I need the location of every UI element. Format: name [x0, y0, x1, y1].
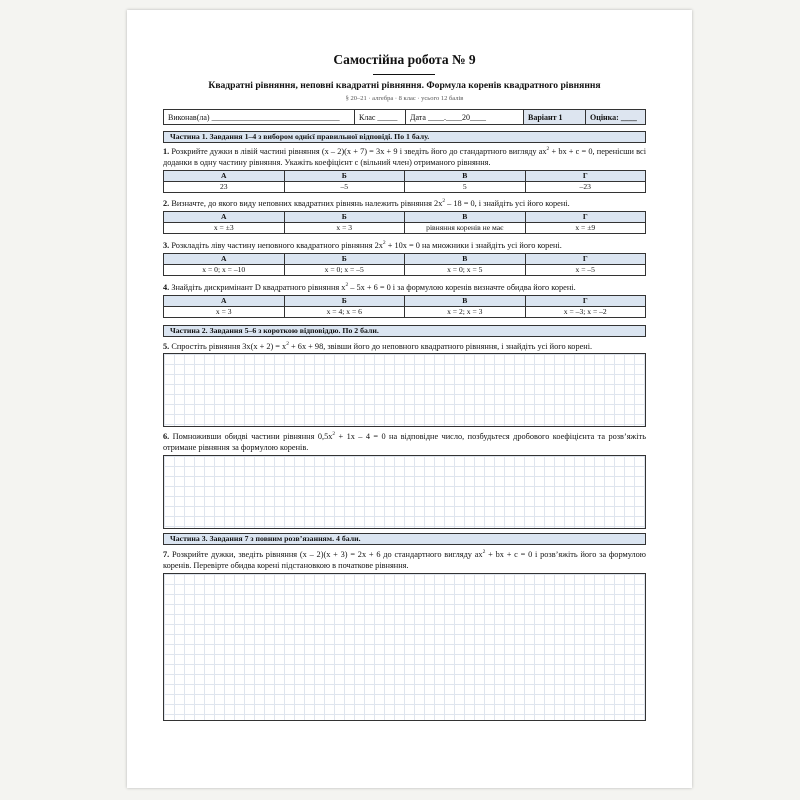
superscript: 2: [345, 282, 349, 289]
page-meta: § 20–21 · алгебра · 8 клас · усього 12 балів: [345, 95, 464, 102]
question-text: Розкрийте дужки в лівій частині рівняння (x – 2)(x + 7) = 3x + 9 і зведіть його до стандартного вигляду ax: [171, 147, 547, 156]
answer-option[interactable]: –5: [284, 182, 405, 193]
option-letter: А: [164, 171, 285, 182]
option-letter: В: [405, 296, 526, 307]
question-text: + 6x + 98, звівши його до неповного квадратного рівняння, і знайдіть усі його корені.: [288, 342, 593, 351]
answer-option[interactable]: x = ±9: [525, 223, 646, 234]
question-number: 6.: [163, 432, 170, 441]
answer-table-4: [163, 295, 646, 318]
question-1: [163, 146, 646, 168]
question-7: [163, 549, 646, 571]
option-letter: Г: [525, 171, 646, 182]
performer-field[interactable]: Виконав(ла) ________________________________: [168, 112, 340, 122]
worksheet-page: [127, 10, 692, 788]
option-letter: В: [405, 171, 526, 182]
question-number: 1.: [163, 147, 170, 156]
answer-option[interactable]: x = 3: [284, 223, 405, 234]
question-number: 7.: [163, 550, 170, 559]
option-letter: Г: [525, 254, 646, 265]
option-letter: А: [164, 254, 285, 265]
answer-table-3: [163, 253, 646, 276]
option-letter: А: [164, 212, 285, 223]
answer-option[interactable]: x = 0; x = –10: [164, 265, 285, 276]
answer-option[interactable]: 5: [405, 182, 526, 193]
option-letter: В: [405, 254, 526, 265]
option-letter: Г: [525, 296, 646, 307]
class-field[interactable]: Клас _____: [354, 110, 405, 124]
answer-grid-7[interactable]: [163, 573, 646, 721]
answer-option[interactable]: x = 0; x = –5: [284, 265, 405, 276]
answer-table-1: [163, 170, 646, 193]
answer-option[interactable]: рівняння коренів не має: [405, 223, 526, 234]
question-3: [163, 240, 646, 251]
question-text: – 5x + 6 = 0 і за формулою коренів визначте обидва його корені.: [348, 283, 576, 292]
question-number: 2.: [163, 199, 170, 208]
question-text: Знайдіть дискримінант D квадратного рівняння x: [171, 283, 346, 292]
option-letter: Б: [284, 254, 405, 265]
question-text: Визначте, до якого виду неповних квадратних рівнянь належить рівняння 2x: [171, 199, 443, 208]
page-title: Самостійна робота № 9: [333, 52, 476, 67]
superscript: 2: [332, 431, 336, 438]
question-number: 3.: [163, 241, 170, 250]
answer-table-2: [163, 211, 646, 234]
question-2: [163, 198, 646, 209]
question-text: Помноживши обидві частини рівняння 0,5x: [172, 432, 333, 441]
option-letter: Б: [284, 212, 405, 223]
question-text: + 1x – 4 = 0 на відповідне число, позбудьтеся дробового коефіцієнта та розв’яжіть отримане рівняння за формулою коренів.: [163, 432, 646, 452]
variant-label: Варіант 1: [523, 110, 585, 124]
answer-option[interactable]: x = ±3: [164, 223, 285, 234]
answer-option[interactable]: x = 2; x = 3: [405, 307, 526, 318]
question-number: 5.: [163, 342, 170, 351]
option-letter: Г: [525, 212, 646, 223]
question-text: Розкладіть ліву частину неповного квадратного рівняння 2x: [171, 241, 383, 250]
option-letter: Б: [284, 296, 405, 307]
question-5: [163, 341, 646, 352]
answer-option[interactable]: –23: [525, 182, 646, 193]
superscript: 2: [442, 198, 446, 205]
question-6: [163, 431, 646, 453]
question-text: + bx + c = 0, перенісши всі доданки в одну частину рівняння. Укажіть коефіцієнт c (вільний член) отриманого рівняння.: [163, 147, 647, 167]
superscript: 2: [286, 341, 289, 348]
question-text: Розкрийте дужки, зведіть рівняння (x – 2)(x + 3) = 2x + 6 до стандартного вигляду ax: [172, 550, 483, 559]
answer-option[interactable]: x = –5: [525, 265, 646, 276]
answer-grid-6[interactable]: [163, 455, 646, 529]
question-text: – 18 = 0, і знайдіть усі його корені.: [445, 199, 570, 208]
option-letter: Б: [284, 171, 405, 182]
question-text: Спростіть рівняння 3x(x + 2) = x: [171, 342, 287, 351]
answer-grid-5[interactable]: [163, 353, 646, 427]
answer-option[interactable]: x = 3: [164, 307, 285, 318]
page-subtitle: Квадратні рівняння, неповні квадратні рівняння. Формула коренів квадратного рівняння: [208, 80, 601, 91]
superscript: 2: [546, 146, 550, 153]
question-text: + 10x = 0 на множники і знайдіть усі його корені.: [385, 241, 562, 250]
option-letter: А: [164, 296, 285, 307]
part-3-header: Частина 3. Завдання 7 з повним розв’язанням. 4 бали.: [163, 533, 646, 545]
superscript: 2: [382, 240, 386, 247]
answer-option[interactable]: x = –3; x = –2: [525, 307, 646, 318]
question-text: + bx + c = 0 і розв’яжіть його за формулою коренів. Перевірте обидва корені підстановкою в початкове рівняння.: [163, 550, 646, 570]
answer-option[interactable]: x = 4; x = 6: [284, 307, 405, 318]
option-letter: В: [405, 212, 526, 223]
answer-option[interactable]: x = 0; x = 5: [405, 265, 526, 276]
student-info-row: [163, 109, 646, 125]
question-4: [163, 282, 646, 293]
superscript: 2: [482, 549, 486, 556]
answer-option[interactable]: 23: [164, 182, 285, 193]
question-number: 4.: [163, 283, 170, 292]
grade-field[interactable]: Оцінка: ____: [585, 110, 645, 124]
part-1-header: Частина 1. Завдання 1–4 з вибором однієї правильної відповіді. По 1 балу.: [163, 131, 646, 143]
date-field[interactable]: Дата ____.____20____: [405, 110, 523, 124]
part-2-header: Частина 2. Завдання 5–6 з короткою відповіддю. По 2 бали.: [163, 325, 646, 337]
title-underline: [373, 74, 435, 75]
